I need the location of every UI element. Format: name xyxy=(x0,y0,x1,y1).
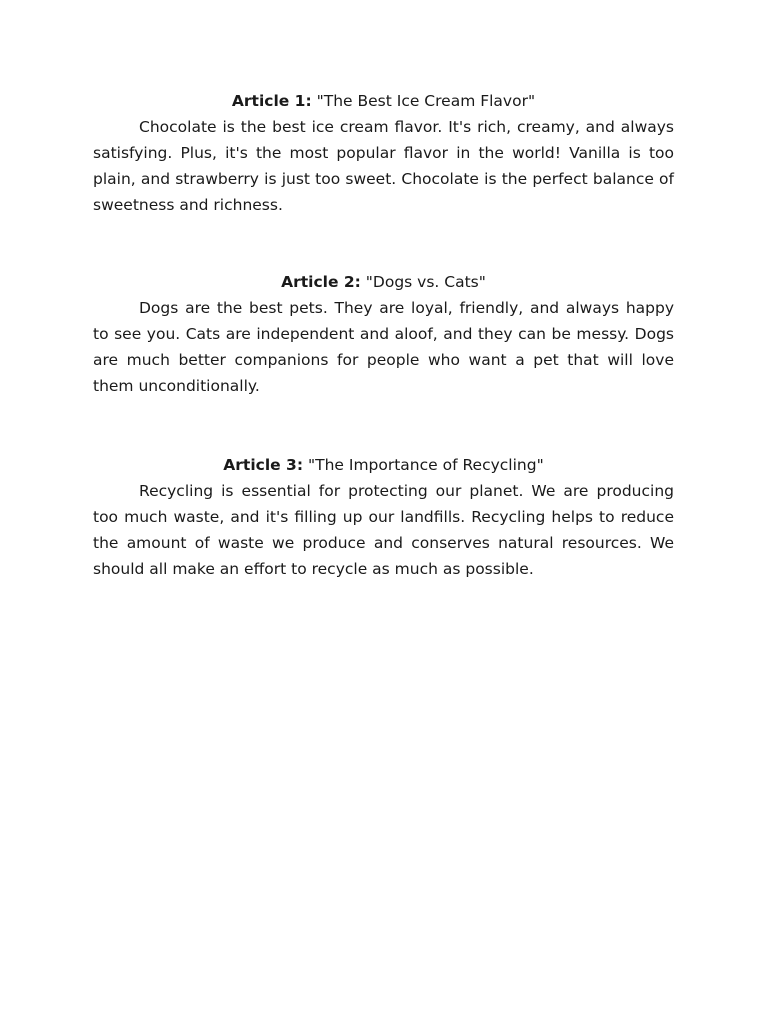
article-heading xyxy=(93,452,674,478)
article-heading xyxy=(93,269,674,295)
article-3 xyxy=(93,452,674,582)
article-title: "Dogs vs. Cats" xyxy=(365,273,486,291)
article-body: Recycling is essential for protecting our planet. We are producing too much waste, and it's filling up our landfills. Recycling helps to reduce the amount of waste we produce and conserves natural resources. We should all make an effort to recycle as much as possible. xyxy=(93,482,674,578)
article-1 xyxy=(93,88,674,218)
article-body: Chocolate is the best ice cream flavor. It's rich, creamy, and always satisfying. Plus, it's the most popular flavor in the world! Vanilla is too plain, and strawberry is just too sweet. Chocolate is the perfect balance of sweetness and richness. xyxy=(93,118,674,214)
article-label: Article 3: xyxy=(223,456,304,474)
article-body: Dogs are the best pets. They are loyal, friendly, and always happy to see you. Cats are independent and aloof, and they can be messy. Dogs are much better companions for people who want a pet that will love them unconditionally. xyxy=(93,299,674,395)
article-title: "The Importance of Recycling" xyxy=(307,456,544,474)
article-label: Article 1: xyxy=(231,92,312,110)
article-label: Article 2: xyxy=(281,273,361,291)
article-title: "The Best Ice Cream Flavor" xyxy=(316,92,536,110)
article-heading xyxy=(93,88,674,114)
article-2 xyxy=(93,269,674,399)
